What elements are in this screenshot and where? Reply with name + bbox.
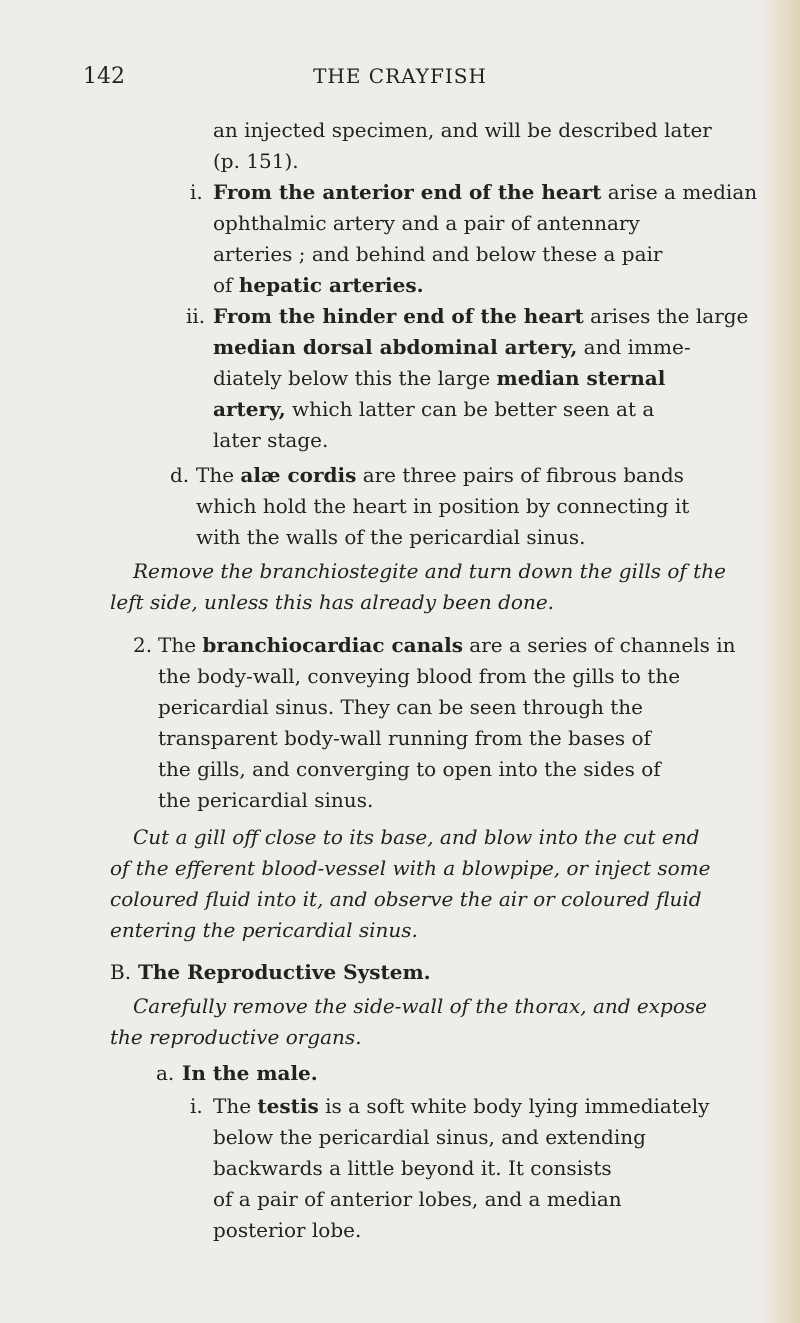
list-marker: 2. [133,633,153,657]
page-edge-shadow [758,0,800,1323]
text-line: The alæ cordis are three pairs of fibrous bands [196,463,684,487]
text-line: an injected specimen, and will be described later [213,118,712,142]
bold-term: From the hinder end of the heart [213,304,584,328]
bold-term: alæ cordis [240,463,357,487]
text-line: the body-wall, conveying blood from the gills to the [158,664,681,688]
text-line: later stage. [213,428,329,452]
instruction-line: Carefully remove the side-wall of the thorax, and expose [133,994,707,1018]
text-line: below the pericardial sinus, and extending [213,1125,646,1149]
section-marker: B. [110,960,132,984]
subsection-heading: In the male. [182,1061,318,1085]
text-line: The branchiocardiac canals are a series of channels in [158,633,736,657]
instruction-line: entering the pericardial sinus. [110,918,418,942]
bold-term: From the anterior end of the heart [213,180,602,204]
text-line: artery, which latter can be better seen at a [213,397,655,421]
instruction-line: the reproductive organs. [110,1025,362,1049]
bold-term: hepatic arteries. [238,273,424,297]
text-line: arteries ; and behind and below these a pair [213,242,663,266]
bold-term: median dorsal abdominal artery, [213,335,578,359]
text-line: backwards a little beyond it. It consists [213,1156,612,1180]
text-line: transparent body-wall running from the bases of [158,726,651,750]
text-line: median dorsal abdominal artery, and imme- [213,335,691,359]
text-line: (p. 151). [213,149,299,173]
instruction-line: Cut a gill off close to its base, and blow into the cut end [133,825,700,849]
instruction-line: Remove the branchiostegite and turn down the gills of the [133,559,726,583]
instruction-line: of the efferent blood-vessel with a blowpipe, or inject some [110,856,711,880]
text-line: the pericardial sinus. [158,788,374,812]
text-line: with the walls of the pericardial sinus. [196,525,586,549]
text-line: of a pair of anterior lobes, and a median [213,1187,622,1211]
text-line: which hold the heart in position by connecting it [196,494,690,518]
running-title: THE CRAYFISH [313,64,487,88]
bold-term: branchiocardiac canals [202,633,463,657]
instruction-line: coloured fluid into it, and observe the air or coloured fluid [110,887,702,911]
text-line: From the anterior end of the heart arise a median [213,180,758,204]
text-line: diately below this the large median sternal [213,366,666,390]
list-marker: d. [170,463,190,487]
text-line: of hepatic arteries. [213,273,424,297]
page-header [0,64,800,94]
list-marker: i. [190,180,203,204]
section-heading: The Reproductive System. [138,960,431,984]
instruction-line: left side, unless this has already been done. [110,590,555,614]
bold-term: artery, [213,397,286,421]
list-marker: a. [156,1061,175,1085]
list-marker: i. [190,1094,203,1118]
page-number: 142 [83,64,125,89]
list-marker: ii. [186,304,206,328]
text-line: the gills, and converging to open into the sides of [158,757,661,781]
bold-term: median sternal [496,366,666,390]
bold-term: testis [257,1094,319,1118]
text-line: The testis is a soft white body lying immediately [213,1094,710,1118]
text-line: posterior lobe. [213,1218,362,1242]
text-line: ophthalmic artery and a pair of antennary [213,211,640,235]
text-line: From the hinder end of the heart arises the large [213,304,749,328]
text-line: pericardial sinus. They can be seen through the [158,695,643,719]
